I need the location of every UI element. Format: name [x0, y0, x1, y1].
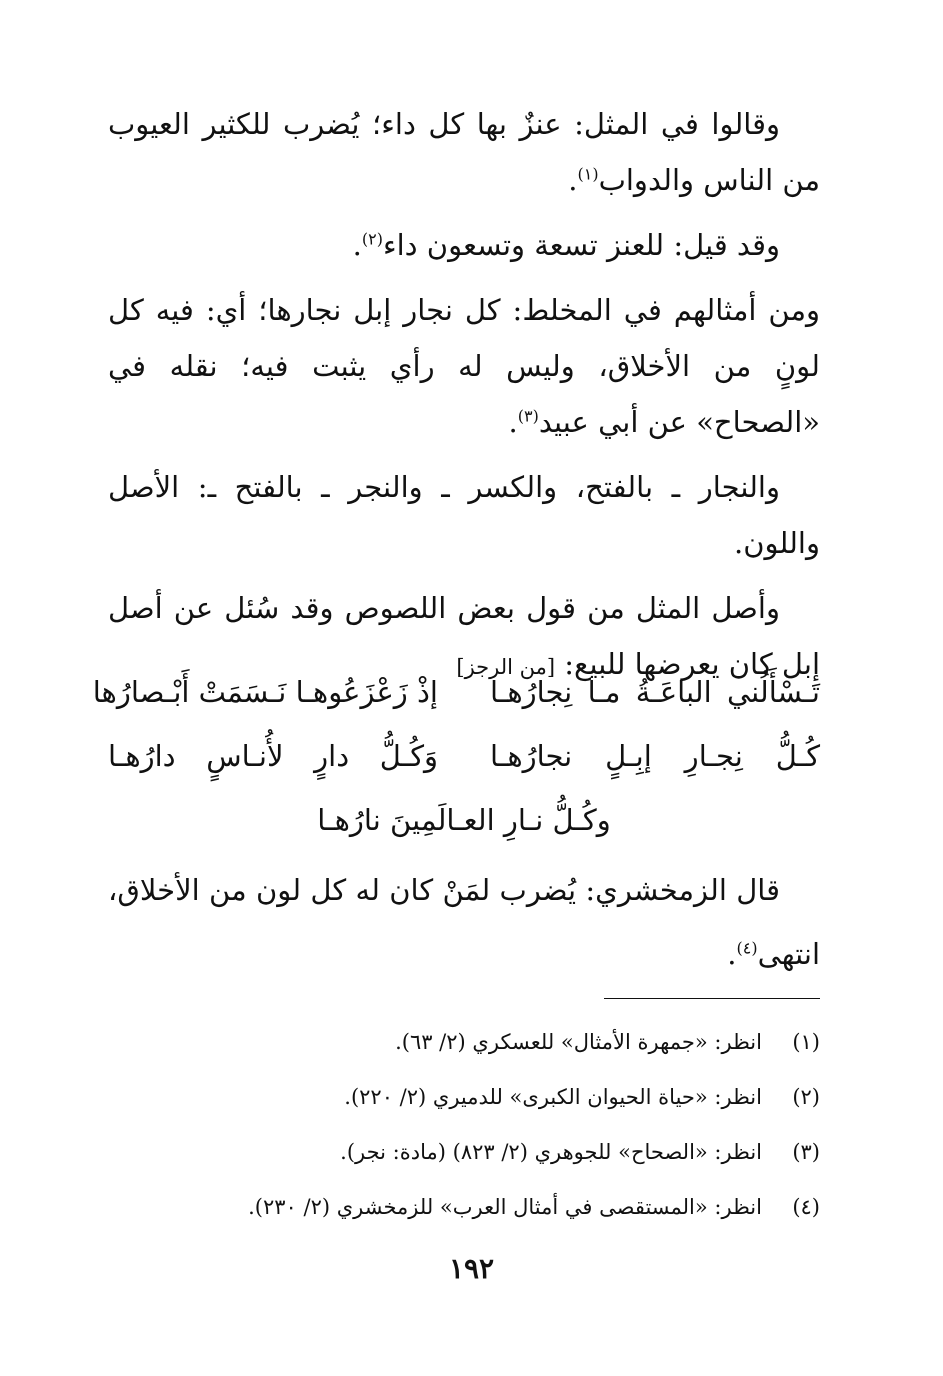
footnote-ref-1[interactable]: (١): [577, 164, 599, 184]
poem-line-3: وكُـلُّ نـارِ العـالَمِينَ نارُهـا: [317, 803, 611, 837]
footnote-separator: [604, 998, 820, 999]
paragraph-5: وأصل المثل من قول بعض اللصوص وقد سُئل عن أصل إبل كان يعرضها للبيع: [من الرجز]: [108, 591, 820, 681]
footnote-number: (١): [792, 1029, 820, 1054]
footnote-ref-4[interactable]: (٤): [736, 938, 758, 958]
footnote-number: (٢): [792, 1084, 820, 1109]
page-number: ١٩٢: [448, 1252, 495, 1285]
footnote-text: انظر: «جمهرة الأمثال» للعسكري (٢/ ٦٣).: [395, 1029, 762, 1054]
meter-label: [من الرجز]: [456, 655, 556, 679]
poem-line-2: [108, 724, 820, 788]
hemistich-left-1: إذْ زَعْزَعُوهـا نَـسَمَتْ أَبْـصارُها: [92, 675, 438, 709]
footnote-ref-3[interactable]: (٣): [517, 406, 539, 426]
footnote-number: (٣): [792, 1139, 820, 1164]
hemistich-right-1: تَـسْأَلُني الباعَـةُ مـا نِجارُهـا: [490, 675, 820, 709]
footnote-text: انظر: «الصحاح» للجوهري (٢/ ٨٢٣) (مادة: نجر).: [340, 1139, 762, 1164]
footnote-3: [108, 1124, 820, 1179]
footnote-text: انظر: «المستقصى في أمثال العرب» للزمخشري (٢/ ٢٣٠).: [248, 1194, 762, 1219]
footnote-1: [108, 1014, 820, 1069]
footnote-ref-2[interactable]: (٢): [361, 229, 383, 249]
after-poem-text: [108, 858, 820, 986]
footnote-4: [108, 1179, 820, 1234]
hemistich-left-2: وَكُـلُّ دارٍ لأُنـاسٍ دارُهـا: [108, 739, 438, 773]
poem-line-1: [92, 660, 820, 724]
poem: [92, 660, 820, 852]
footnote-number: (٤): [792, 1194, 820, 1219]
paragraph-2: وقد قيل: للعنز تسعة وتسعون داء$^{(٢)}$.: [352, 228, 780, 262]
paragraph-1: وقالوا في المثل: عنزٌ بها كل داء؛ يُضرب للكثير العيوب من الناس والدواب$^{(١)}$.: [108, 107, 820, 197]
footnote-2: [108, 1069, 820, 1124]
main-text: [108, 96, 820, 704]
footnote-text: انظر: «حياة الحيوان الكبرى» للدميري (٢/ ٢٢٠).: [344, 1084, 762, 1109]
paragraph-3: ومن أمثالهم في المخلط: كل نجار إبل نجارها؛ أي: فيه كل لونٍ من الأخلاق، وليس له رأي يثبت فيه؛ نقله في «الصحاح» عن أبي عبيد$^{(٣)}$.: [108, 293, 820, 439]
paragraph-4: والنجار ـ بالفتح، والكسر ـ والنجر ـ بالفتح ـ: الأصل واللون.: [108, 470, 820, 560]
hemistich-right-2: كُـلُّ نِجـارِ إبِـلٍ نجارُهـا: [490, 739, 820, 773]
paragraph-6: قال الزمخشري: يُضرب لمَنْ كان له كل لون من الأخلاق، انتهى$^{(٤)}$.: [108, 873, 820, 971]
footnotes: [108, 1014, 820, 1234]
